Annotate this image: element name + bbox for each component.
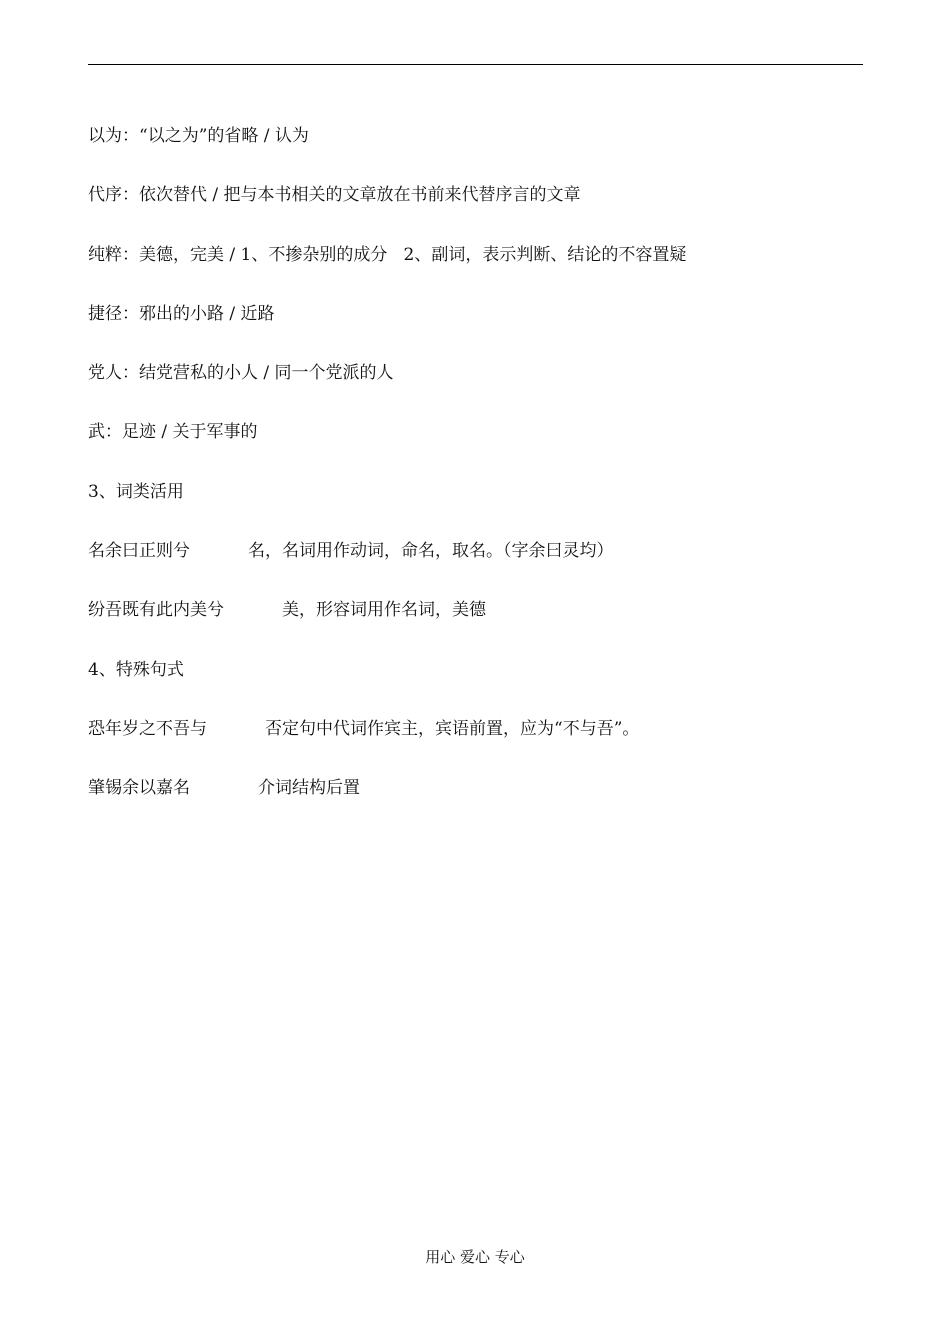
page-footer: 用心 爱心 专心 [425, 1248, 525, 1266]
usage-note: 美，形容词用作名词，美德 [282, 600, 486, 621]
syntax-item-1 [88, 717, 863, 776]
section-heading-4: 4、特殊句式 [88, 659, 184, 680]
vocab-line-yiwei: 以为：“以之为”的省略 / 认为 [88, 126, 309, 146]
syntax-phrase: 恐年岁之不吾与 [88, 718, 207, 739]
usage-item-1 [88, 539, 863, 598]
section-heading-3: 3、词类活用 [88, 481, 184, 502]
vocab-line-dangren: 党人：结党营私的小人 / 同一个党派的人 [88, 363, 394, 384]
vocab-line-wu: 武：足迹 / 关于军事的 [88, 422, 258, 443]
syntax-item-2 [88, 776, 863, 835]
usage-phrase: 纷吾既有此内美兮 [88, 600, 224, 621]
usage-phrase: 名余曰正则兮 [88, 541, 190, 562]
vocab-line-chuncui: 纯粹：美德，完美 / 1、不掺杂别的成分 2、副词，表示判断、结论的不容置疑 [88, 244, 687, 265]
syntax-phrase: 肇锡余以嘉名 [88, 778, 190, 799]
usage-item-2 [88, 598, 863, 657]
syntax-note: 否定句中代词作宾主，宾语前置，应为“不与吾”。 [265, 718, 640, 739]
syntax-note: 介词结构后置 [258, 778, 360, 799]
header-rule [88, 64, 863, 65]
usage-note: 名，名词用作动词，命名，取名。（字余曰灵均） [248, 541, 614, 562]
vocab-line-daixu: 代序：依次替代 / 把与本书相关的文章放在书前来代替序言的文章 [88, 185, 581, 206]
vocab-line-jiejing: 捷径：邪出的小路 / 近路 [88, 303, 275, 324]
document-body [88, 124, 863, 836]
